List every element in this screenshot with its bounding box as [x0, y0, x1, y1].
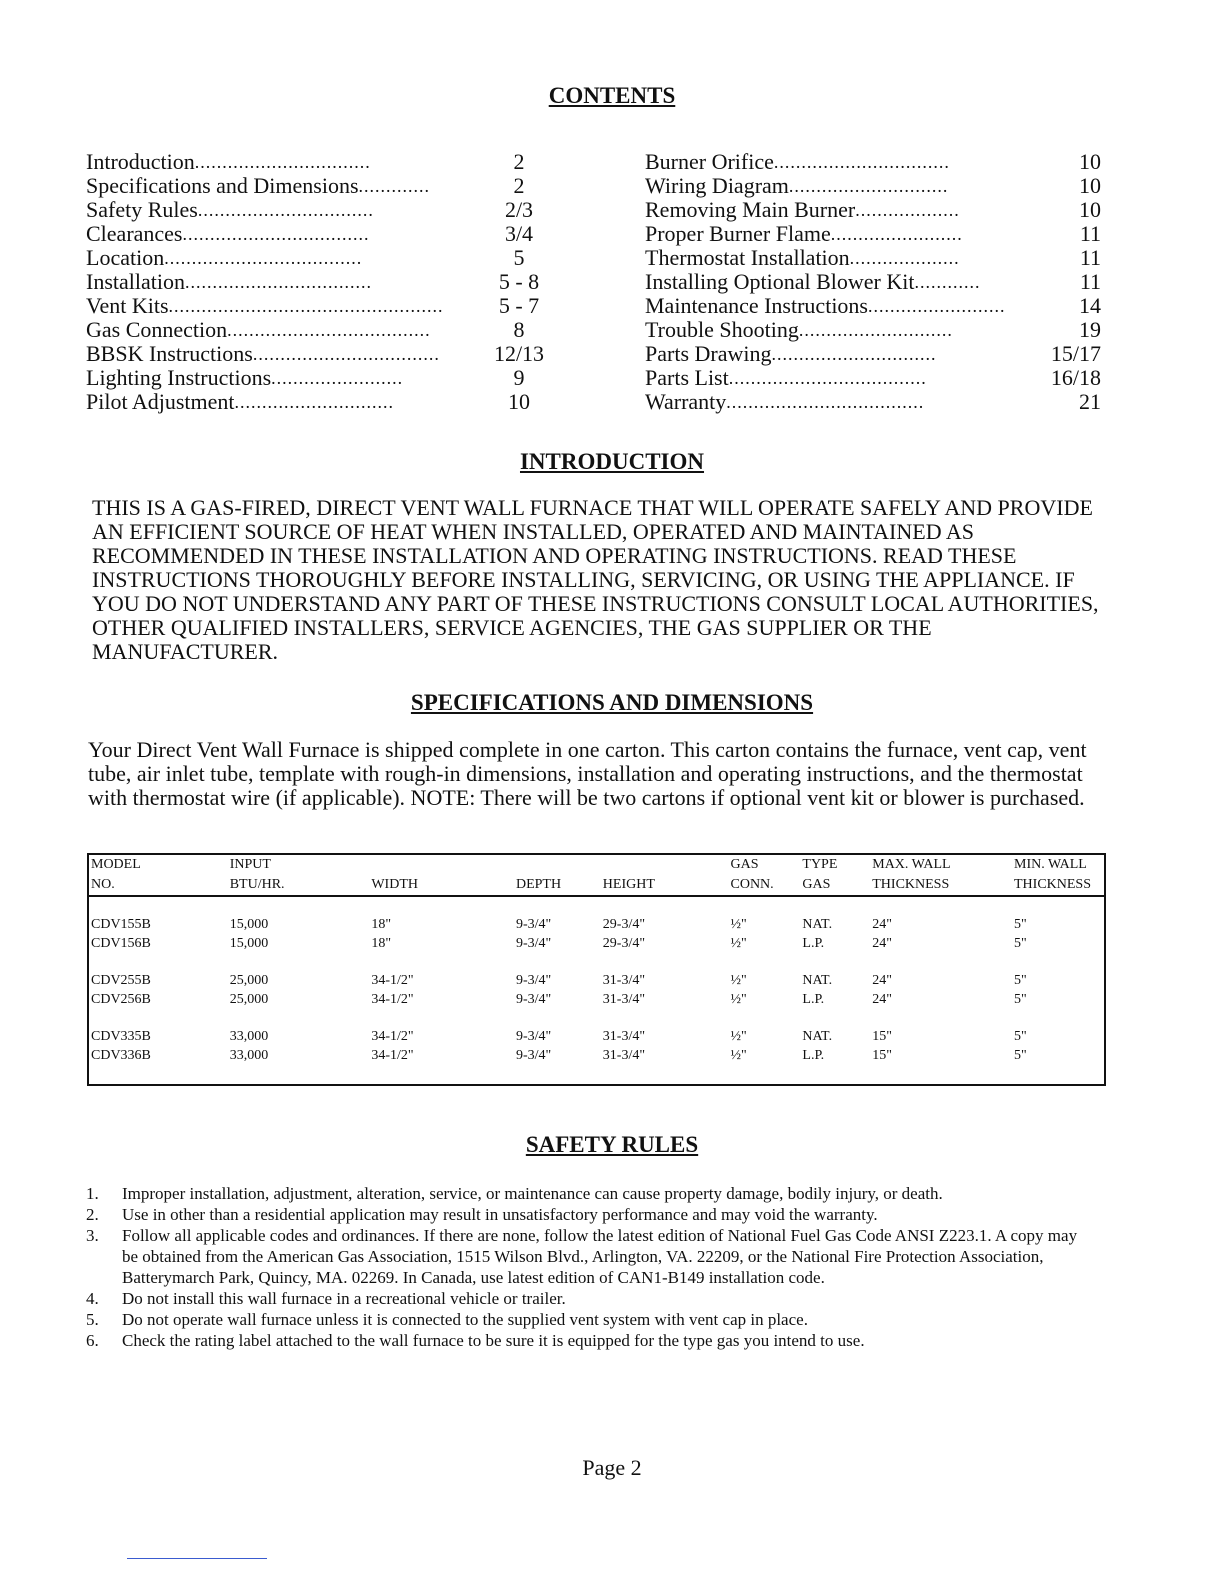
toc-entry	[645, 366, 1101, 390]
table-header-cell: MIN. WALL	[1014, 857, 1087, 872]
toc-entry-title: Introduction	[86, 150, 195, 174]
toc-entry	[645, 270, 1101, 294]
table-cell: CDV336B	[91, 1048, 151, 1063]
safety-rule-number: 3.	[86, 1226, 99, 1245]
toc-leader-dots: ...................	[855, 200, 960, 220]
toc-entry	[86, 150, 562, 174]
toc-leader-dots: ..................................................	[168, 296, 444, 316]
toc-entry-page: 11	[1079, 270, 1101, 294]
toc-entry-title: Proper Burner Flame	[645, 222, 831, 246]
safety-rules-list	[86, 1183, 1096, 1351]
table-spacer-cell	[88, 953, 1105, 971]
table-header-cell: DEPTH	[514, 875, 601, 896]
table-row	[88, 971, 1105, 990]
table-cell: 34-1/2"	[371, 1029, 414, 1044]
table-cell: 34-1/2"	[371, 992, 414, 1007]
safety-rule-number: 5.	[86, 1310, 99, 1329]
table-cell: 15,000	[229, 936, 269, 951]
toc-entry-page: 2	[513, 150, 525, 174]
toc-leader-dots: ....................................	[728, 368, 927, 388]
toc-entry	[645, 390, 1101, 414]
toc-entry-page: 2/3	[504, 198, 534, 222]
toc-entry-title: Thermostat Installation	[645, 246, 850, 270]
toc-leader-dots: ............................	[798, 320, 953, 340]
table-cell: 15"	[872, 1048, 892, 1063]
table-cell: 9-3/4"	[515, 973, 552, 988]
table-cell: 9-3/4"	[515, 936, 552, 951]
safety-rule-item	[86, 1225, 1096, 1288]
table-cell: ½"	[730, 1029, 747, 1044]
toc-entry	[645, 222, 1101, 246]
toc-leader-dots: ................................	[773, 152, 950, 172]
table-cell: 25,000	[229, 973, 269, 988]
toc-entry-page: 12/13	[493, 342, 545, 366]
table-cell: 33,000	[229, 1048, 269, 1063]
toc-entry-page: 5	[513, 246, 525, 270]
table-spacer-cell	[88, 1009, 1105, 1027]
toc-entry-page: 5 - 7	[498, 294, 540, 318]
table-header-cell: CONN.	[729, 875, 801, 896]
table-row	[88, 990, 1105, 1009]
table-spacer-row	[88, 953, 1105, 971]
table-spacer-cell	[88, 1065, 1105, 1085]
table-header-cell: NO.	[88, 875, 228, 896]
table-cell: 9-3/4"	[515, 917, 552, 932]
table-cell: 5"	[1014, 1048, 1027, 1063]
toc-entry-title: Warranty	[645, 390, 727, 414]
table-header-row-2	[88, 875, 1105, 896]
toc-entry-page: 2	[513, 174, 525, 198]
toc-entry-title: Parts Drawing	[645, 342, 772, 366]
table-cell: L.P.	[802, 936, 825, 951]
table-cell: CDV255B	[91, 973, 151, 988]
table-cell: 5"	[1014, 1029, 1027, 1044]
toc-leader-dots: .............................	[788, 176, 949, 196]
table-cell: 31-3/4"	[602, 992, 646, 1007]
table-header-cell: MODEL	[91, 857, 141, 872]
table-cell: 31-3/4"	[602, 1048, 646, 1063]
table-header-row-1	[88, 854, 1105, 875]
toc-leader-dots: ..................................	[184, 272, 372, 292]
safety-rule-number: 6.	[86, 1331, 99, 1350]
table-cell: ½"	[730, 917, 747, 932]
table-cell: NAT.	[802, 973, 833, 988]
toc-entry-title: Installation	[86, 270, 185, 294]
table-header-cell: THICKNESS	[1012, 875, 1105, 896]
toc-entry-title: Trouble Shooting	[645, 318, 799, 342]
table-spacer-row	[88, 1009, 1105, 1027]
safety-rule-item	[86, 1204, 1096, 1225]
toc-entry-page: 10	[508, 390, 530, 414]
table-cell: 5"	[1014, 973, 1027, 988]
table-cell: 24"	[872, 973, 892, 988]
safety-rule-text: Do not install this wall furnace in a recreational vehicle or trailer.	[122, 1289, 566, 1308]
table-cell: ½"	[730, 992, 747, 1007]
toc-leader-dots: ................................	[197, 200, 374, 220]
table-cell: 34-1/2"	[371, 1048, 414, 1063]
table-row	[88, 1046, 1105, 1065]
toc-entry-title: Safety Rules	[86, 198, 198, 222]
toc-entry-page: 11	[1079, 246, 1101, 270]
toc-entry-page: 11	[1079, 222, 1101, 246]
toc-entry-page: 3/4	[504, 222, 534, 246]
toc-entry-title: Wiring Diagram	[645, 174, 789, 198]
toc-entry-page: 10	[1079, 198, 1101, 222]
table-cell: 34-1/2"	[371, 973, 414, 988]
table-cell: 15,000	[229, 917, 269, 932]
introduction-text: THIS IS A GAS-FIRED, DIRECT VENT WALL FURNACE THAT WILL OPERATE SAFELY AND PROVIDE AN EFFICIENT SOURCE OF HEAT WHEN INSTALLED, OPERATED AND MAINTAINED AS RECOMMENDED IN THESE INSTALLATION AND OPERATING INSTRUCTIONS. READ THESE INSTRUCTIONS THOROUGHLY BEFORE INSTALLING, SERVICING, OR USING THE APPLIANCE. IF YOU DO NOT UNDERSTAND ANY PART OF THESE INSTRUCTIONS CONSULT LOCAL AUTHORITIES, OTHER QUALIFIED INSTALLERS, SERVICE AGENCIES, THE GAS SUPPLIER OR THE MANUFACTURER.	[92, 495, 1099, 664]
introduction-heading: INTRODUCTION	[519, 449, 705, 474]
toc-entry	[86, 246, 562, 270]
toc-leader-dots: .........................	[868, 296, 1006, 316]
safety-rule-text: Check the rating label attached to the wall furnace to be sure it is equipped for the type gas you intend to use.	[122, 1331, 865, 1350]
toc-leader-dots: ................................	[194, 152, 371, 172]
toc-entry-title: Installing Optional Blower Kit	[645, 270, 915, 294]
safety-rule-number: 1.	[86, 1184, 99, 1203]
table-cell: ½"	[730, 1048, 747, 1063]
toc-entry	[86, 174, 562, 198]
toc-entry-title: Location	[86, 246, 165, 270]
toc-leader-dots: ....................................	[164, 248, 363, 268]
table-cell: 18"	[371, 917, 392, 932]
specifications-text: Your Direct Vent Wall Furnace is shipped complete in one carton. This carton contains the furnace, vent cap, vent tube, air inlet tube, template with rough-in dimensions, installation and operating instructions, and the thermostat with thermostat wire (if applicable). NOTE: There will be two cartons if optional vent kit or blower is purchased.	[88, 737, 1087, 810]
table-cell: 5"	[1014, 936, 1027, 951]
safety-rule-number: 4.	[86, 1289, 99, 1308]
table-header-cell	[601, 854, 729, 875]
contents-heading: CONTENTS	[548, 83, 676, 108]
toc-leader-dots: .............	[358, 176, 431, 196]
table-header-cell	[369, 854, 514, 875]
table-cell: ½"	[730, 973, 747, 988]
toc-entry-page: 9	[513, 366, 525, 390]
safety-heading: SAFETY RULES	[525, 1132, 699, 1157]
toc-entry	[645, 342, 1101, 366]
safety-rule-text: Do not operate wall furnace unless it is connected to the supplied vent system with vent cap in place.	[122, 1310, 808, 1329]
table-cell: 24"	[872, 917, 892, 932]
toc-entry-page: 14	[1079, 294, 1101, 318]
toc-entry-page: 10	[1079, 150, 1101, 174]
table-spacer-cell	[88, 896, 1105, 915]
table-header-cell: THICKNESS	[870, 875, 1012, 896]
toc-entry-title: Gas Connection	[86, 318, 228, 342]
table-cell: 18"	[371, 936, 392, 951]
specifications-table	[87, 853, 1106, 1086]
toc-leader-dots: ..................................	[252, 344, 440, 364]
table-header-cell: BTU/HR.	[228, 875, 370, 896]
table-row	[88, 915, 1105, 934]
toc-entry	[645, 318, 1101, 342]
toc-entry	[86, 366, 562, 390]
table-header-cell: GAS	[730, 857, 759, 872]
table-cell: L.P.	[802, 992, 825, 1007]
table-cell: L.P.	[802, 1048, 825, 1063]
divider	[127, 1558, 267, 1559]
safety-rule-item	[86, 1183, 1096, 1204]
toc-right-column	[645, 150, 1101, 414]
toc-entry-title: Parts List	[645, 366, 729, 390]
toc-entry-page: 15/17	[1050, 342, 1101, 366]
table-cell: 29-3/4"	[602, 936, 646, 951]
table-cell: 5"	[1014, 917, 1027, 932]
toc-entry-title: Lighting Instructions	[86, 366, 272, 390]
toc-entry	[86, 318, 562, 342]
table-cell: 29-3/4"	[602, 917, 646, 932]
table-cell: NAT.	[802, 917, 833, 932]
table-cell: CDV335B	[91, 1029, 151, 1044]
toc-entry-page: 8	[513, 318, 525, 342]
table-cell: 9-3/4"	[515, 992, 552, 1007]
toc-entry-title: Specifications and Dimensions	[86, 174, 359, 198]
toc-entry-title: BBSK Instructions	[86, 342, 253, 366]
table-cell: CDV156B	[91, 936, 151, 951]
table-cell: 31-3/4"	[602, 973, 646, 988]
toc-entry	[86, 198, 562, 222]
table-row	[88, 934, 1105, 953]
table-cell: 9-3/4"	[515, 1048, 552, 1063]
toc-entry	[645, 198, 1101, 222]
toc-entry-title: Clearances	[86, 222, 183, 246]
table-cell: 5"	[1014, 992, 1027, 1007]
toc-entry-title: Vent Kits	[86, 294, 169, 318]
table-header-cell: TYPE	[802, 857, 838, 872]
safety-rule-item	[86, 1309, 1096, 1330]
toc-leader-dots: ........................	[271, 368, 404, 388]
toc-entry-page: 16/18	[1050, 366, 1101, 390]
table-cell: 33,000	[229, 1029, 269, 1044]
table-cell: CDV155B	[91, 917, 151, 932]
table-spacer-row	[88, 1065, 1105, 1085]
toc-entry	[645, 294, 1101, 318]
table-cell: 31-3/4"	[602, 1029, 646, 1044]
toc-entry-page: 10	[1079, 174, 1101, 198]
safety-rule-item	[86, 1288, 1096, 1309]
toc-entry	[86, 222, 562, 246]
table-cell: ½"	[730, 936, 747, 951]
toc-entry-title: Pilot Adjustment	[86, 390, 235, 414]
toc-entry-title: Maintenance Instructions	[645, 294, 868, 318]
table-header-cell: INPUT	[229, 857, 271, 872]
table-cell: 9-3/4"	[515, 1029, 552, 1044]
table-cell: CDV256B	[91, 992, 151, 1007]
toc-entry	[86, 294, 562, 318]
table-cell: 24"	[872, 992, 892, 1007]
toc-leader-dots: ....................	[849, 248, 960, 268]
toc-leader-dots: ........................	[830, 224, 963, 244]
table-cell: 24"	[872, 936, 892, 951]
toc-entry	[86, 342, 562, 366]
toc-entry-title: Burner Orifice	[645, 150, 774, 174]
safety-rule-text: Use in other than a residential application may result in unsatisfactory performance and may void the warranty.	[122, 1205, 878, 1224]
toc-leader-dots: ..............................	[771, 344, 937, 364]
table-cell: 25,000	[229, 992, 269, 1007]
toc-entry-page: 5 - 8	[498, 270, 540, 294]
safety-rule-text: Follow all applicable codes and ordinances. If there are none, follow the latest edition of National Fuel Gas Code ANSI Z223.1. A copy may be obtained from the American Gas Association, 1515 Wilson Blvd., Arlington, VA. 22209, or the National Fire Protection Association, Batterymarch Park, Quincy, MA. 02269. In Canada, use latest edition of CAN1-B149 installation code.	[122, 1226, 1078, 1287]
toc-left-column	[86, 150, 562, 414]
safety-rule-item	[86, 1330, 1096, 1351]
toc-leader-dots: .....................................	[227, 320, 431, 340]
toc-entry-page: 19	[1079, 318, 1101, 342]
table-cell: 15"	[872, 1029, 892, 1044]
toc-entry	[86, 390, 562, 414]
toc-entry-page: 21	[1079, 390, 1101, 414]
table-spacer-row	[88, 896, 1105, 915]
specifications-heading: SPECIFICATIONS AND DIMENSIONS	[410, 690, 814, 715]
safety-rule-number: 2.	[86, 1205, 99, 1224]
toc-entry	[645, 150, 1101, 174]
toc-leader-dots: ............	[914, 272, 981, 292]
table-header-cell: MAX. WALL	[872, 857, 951, 872]
toc-entry	[645, 246, 1101, 270]
toc-leader-dots: ....................................	[726, 392, 925, 412]
toc-entry-title: Removing Main Burner	[645, 198, 856, 222]
toc-entry	[86, 270, 562, 294]
table-header-cell: HEIGHT	[601, 875, 729, 896]
table-header-cell: GAS	[800, 875, 870, 896]
toc-entry	[645, 174, 1101, 198]
page-number: Page 2	[582, 1455, 642, 1480]
table-header-cell: WIDTH	[369, 875, 514, 896]
toc-leader-dots: ..................................	[182, 224, 370, 244]
table-row	[88, 1027, 1105, 1046]
toc-leader-dots: .............................	[234, 392, 395, 412]
table-cell: NAT.	[802, 1029, 833, 1044]
table-header-cell	[514, 854, 601, 875]
safety-rule-text: Improper installation, adjustment, alteration, service, or maintenance can cause property damage, bodily injury, or death.	[122, 1184, 943, 1203]
